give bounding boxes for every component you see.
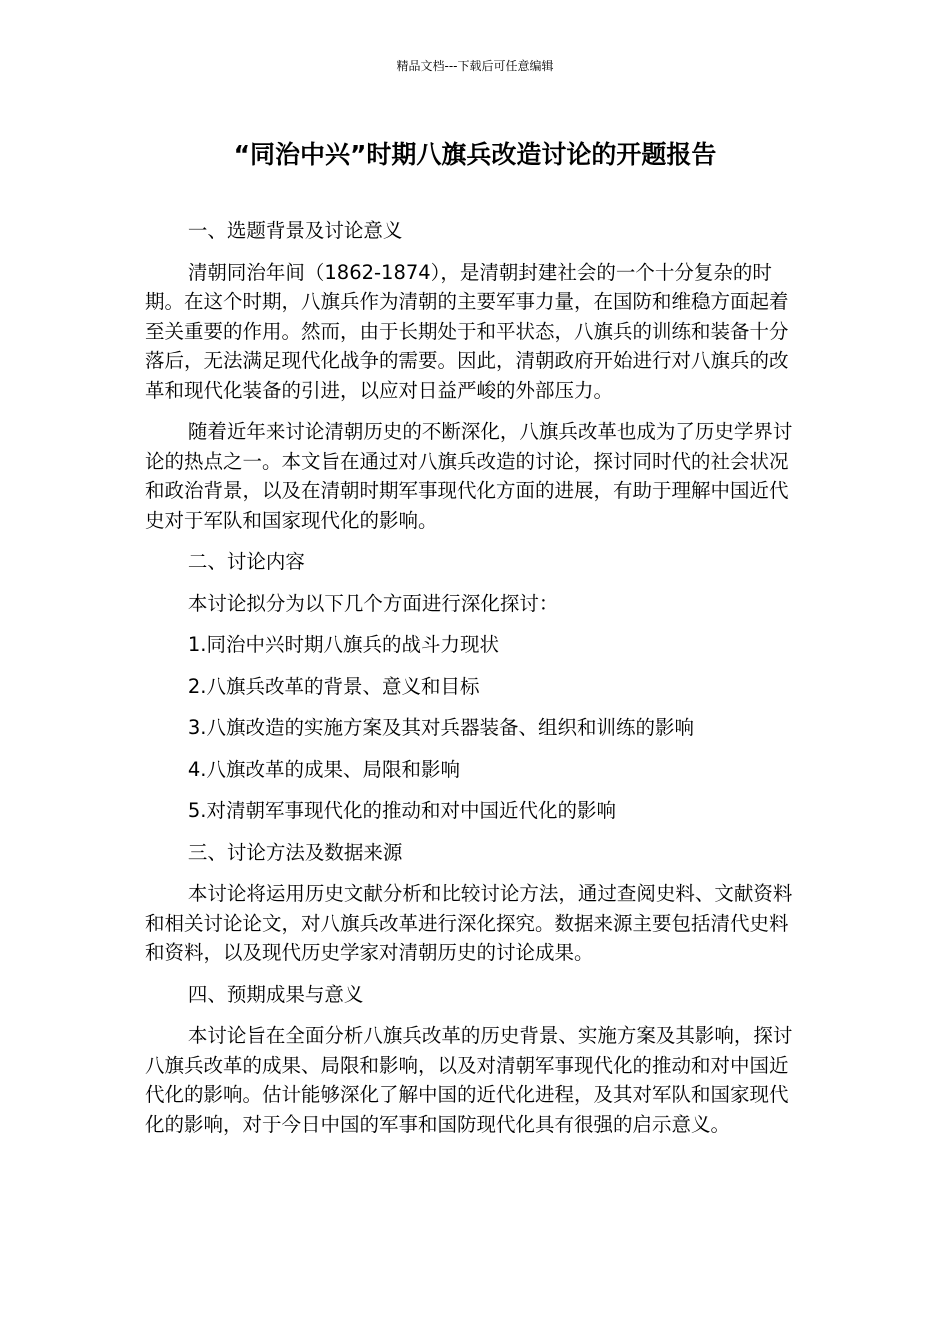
paragraph-background-2: 随着近年来讨论清朝历史的不断深化，八旗兵改革也成为了历史学界讨论的热点之一。本文旨在通过对八旗兵改造的讨论，探讨同时代的社会状况和政治背景，以及在清朝时期军事现代化方面的进展，有助于理解中国近代史对于军队和国家现代化的影响。	[145, 420, 793, 532]
list-item: 2.八旗兵改革的背景、意义和目标	[187, 674, 480, 698]
paragraph-content-intro: 本讨论拟分为以下几个方面进行深化探讨：	[187, 591, 559, 615]
list-item: 1.同治中兴时期八旗兵的战斗力现状	[187, 633, 499, 656]
section-heading-outcome: 四、预期成果与意义	[187, 982, 364, 1006]
paragraph-background-1: 清朝同治年间（1862-1874），是清朝封建社会的一个十分复杂的时期。在这个时期，八旗兵作为清朝的主要军事力量，在国防和维稳方面起着至关重要的作用。然而，由于长期处于和平状态，八旗兵的训练和装备十分落后，无法满足现代化战争的需要。因此，清朝政府开始进行对八旗兵的改革和现代化装备的引进，以应对日益严峻的外部压力。	[145, 260, 789, 402]
paragraph-method: 本讨论将运用历史文献分析和比较讨论方法，通过查阅史料、文献资料和相关讨论论文，对八旗兵改革进行深化探究。数据来源主要包括清代史料和资料，以及现代历史学家对清朝历史的讨论成果。	[145, 882, 793, 964]
document-title: “同治中兴”时期八旗兵改造讨论的开题报告	[233, 140, 717, 169]
section-heading-background: 一、选题背景及讨论意义	[187, 219, 403, 242]
list-item: 5.对清朝军事现代化的推动和对中国近代化的影响	[187, 799, 616, 822]
page-header: 精品文档---下载后可任意编辑	[396, 59, 554, 73]
paragraph-outcome: 本讨论旨在全面分析八旗兵改革的历史背景、实施方案及其影响，探讨八旗兵改革的成果、局限和影响，以及对清朝军事现代化的推动和对中国近代化的影响。估计能够深化了解中国的近代化进程，及其对军队和国家现代化的影响，对于今日中国的军事和国防现代化具有很强的启示意义。	[145, 1024, 793, 1136]
list-item: 3.八旗改造的实施方案及其对兵器装备、组织和训练的影响	[187, 716, 694, 739]
document-body	[145, 216, 805, 1151]
section-heading-method: 三、讨论方法及数据来源	[187, 840, 403, 864]
section-heading-content: 二、讨论内容	[187, 550, 305, 573]
list-item: 4.八旗改革的成果、局限和影响	[187, 757, 460, 781]
